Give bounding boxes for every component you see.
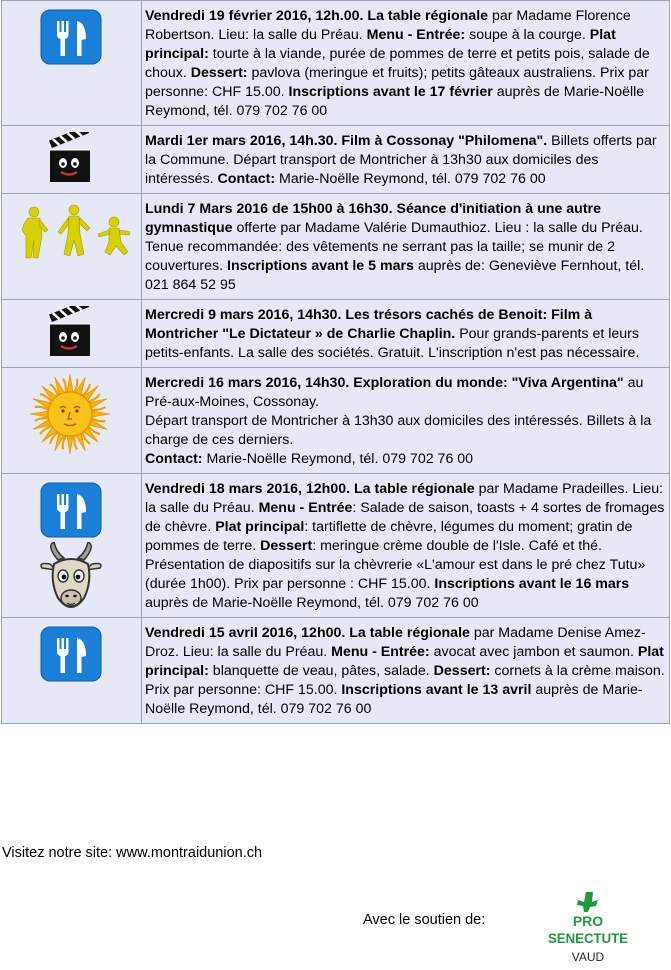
sun-of-may-icon bbox=[2, 368, 142, 474]
event-row bbox=[2, 126, 670, 194]
event-text-bold: Inscriptions avant le 5 mars bbox=[227, 258, 414, 274]
event-row bbox=[2, 618, 670, 724]
event-text-bold: Menu - Entrée: bbox=[366, 27, 466, 43]
event-text: offerte par Madame Valérie Dumauthioz. Lieu : la salle du Préau. Tenue recommandée: des vêtements ne serrant pas la taille; se munir de 2 couvertures. bbox=[145, 220, 643, 274]
event-text-bold: Mardi 1er mars 2016, 14h.30. Film à Cossonay "Philomena". bbox=[145, 133, 548, 149]
clapperboard-icon bbox=[2, 126, 142, 194]
event-text-bold: Dessert: bbox=[190, 65, 248, 81]
event-text-bold: Menu - Entrée bbox=[258, 500, 353, 516]
support-line: Avec le soutien de: bbox=[363, 912, 486, 928]
event-text: pavlova (meringue et fruits); petits gâteaux australiens. Prix par personne: CHF 15.00. bbox=[145, 65, 649, 100]
event-text-bold: Inscriptions avant le 17 février bbox=[288, 84, 493, 100]
logo-line2: SENECTUTE bbox=[548, 930, 628, 946]
event-description bbox=[142, 618, 670, 724]
event-text-bold: Dessert: bbox=[433, 663, 491, 679]
event-description bbox=[142, 126, 670, 194]
logo-line1: PRO bbox=[572, 913, 604, 929]
event-text-bold: Inscriptions avant le 13 avril bbox=[341, 682, 532, 698]
event-text-bold: Mercredi 16 mars 2016, 14h30. Exploration du monde: "Viva Argentina" bbox=[145, 375, 624, 391]
pro-senectute-logo bbox=[546, 890, 630, 966]
event-text-bold: Vendredi 15 avril 2016, 12h00. La table régionale bbox=[145, 625, 470, 641]
event-text: Billets offerts par la Commune. Départ transport de Montricher à 13h30 aux domiciles des intéressés. bbox=[145, 133, 657, 187]
event-text: cornets à la crème maison. Prix par personne: CHF 15.00. bbox=[145, 663, 665, 698]
event-text-bold: Plat principal bbox=[215, 519, 305, 535]
event-text-bold: Contact: bbox=[217, 171, 276, 187]
event-text: : Salade de saison, toasts + 4 sortes de fromages de chèvre. bbox=[145, 500, 665, 535]
event-text: blanquette de veau, pâtes, salade. bbox=[208, 663, 434, 679]
event-row bbox=[2, 368, 670, 474]
event-description bbox=[142, 368, 670, 474]
website-line: Visitez notre site: www.montraidunion.ch bbox=[2, 845, 263, 861]
event-text-bold: Menu - Entrée: bbox=[331, 644, 430, 660]
event-text-bold: Mercredi 9 mars 2016, 14h30. Les trésors cachés de Benoit: Film à Montricher "Le Dictateur » de Charlie Chaplin. bbox=[145, 307, 593, 342]
event-text-bold: Vendredi 19 février 2016, 12h.00. La table régionale bbox=[145, 8, 489, 24]
events-table bbox=[1, 0, 670, 724]
event-text: par Madame Denise Amez-Droz. Lieu: la salle du Préau. bbox=[145, 625, 646, 660]
event-text-bold: Plat principal: bbox=[145, 27, 616, 62]
event-text: auprès de Marie-Noëlle Reymond, tél. 079 702 76 00 bbox=[145, 595, 479, 611]
event-row bbox=[2, 300, 670, 368]
restaurant-icon bbox=[2, 618, 142, 724]
event-text-bold: Dessert bbox=[260, 538, 313, 554]
event-text: soupe à la courge. bbox=[465, 27, 590, 43]
restaurant-icon bbox=[2, 1, 142, 126]
event-text-bold: Vendredi 18 mars 2016, 12h00. La table régionale bbox=[145, 481, 475, 497]
event-text: : meringue crème double de l'Isle. Café et thé. Présentation de diapositifs sur la chèvrerie «L'amour est dans le pré chez Tutu» (durée 1h00). Prix par personne : CHF 15.00. bbox=[145, 538, 646, 592]
event-description bbox=[142, 1, 670, 126]
event-text: Départ transport de Montricher à 13h30 aux domiciles des intéressés. Billets à la charge de ces derniers. bbox=[145, 413, 652, 448]
event-text: Marie-Noëlle Reymond, tél. 079 702 76 00 bbox=[275, 171, 546, 187]
event-text: par Madame Florence Robertson. Lieu: la salle du Préau. bbox=[145, 8, 631, 43]
event-description bbox=[142, 194, 670, 300]
gymnastics-figures-icon bbox=[2, 194, 142, 300]
event-text: : tartiflette de chèvre, légumes du moment; gratin de pommes de terre. bbox=[145, 519, 633, 554]
logo-line3: VAUD bbox=[571, 950, 605, 964]
event-text: auprès de: Geneviève Fernhout, tél. 021 864 52 95 bbox=[145, 258, 645, 293]
event-text-bold: Contact: bbox=[145, 451, 203, 467]
event-text-bold: Inscriptions avant le 16 mars bbox=[434, 576, 630, 592]
event-text-bold: Plat principal: bbox=[145, 644, 664, 679]
event-text: au Pré-aux-Moines, Cossonay. bbox=[145, 375, 644, 410]
event-description bbox=[142, 300, 670, 368]
event-text: par Madame Pradeilles. Lieu: la salle du Préau. bbox=[145, 481, 664, 516]
event-text: Marie-Noëlle Reymond, tél. 079 702 76 00 bbox=[202, 451, 474, 467]
event-row bbox=[2, 194, 670, 300]
event-text: avocat avec jambon et saumon. bbox=[429, 644, 638, 660]
event-row bbox=[2, 474, 670, 618]
event-text-bold: Lundi 7 Mars 2016 de 15h00 à 16h30. Séance d'initiation à une autre gymnastique bbox=[145, 201, 601, 236]
event-text: auprès de Marie-Noëlle Reymond, tél. 079 702 76 00 bbox=[145, 682, 643, 717]
clapperboard-icon bbox=[2, 300, 142, 368]
event-text: auprès de Marie-Noëlle Reymond, tél. 079 702 76 00 bbox=[145, 84, 645, 119]
event-text: tourte à la viande, purée de pommes de terre et petits pois, salade de choux. bbox=[145, 46, 650, 81]
event-text: Pour grands-parents et leurs petits-enfants. La salle des sociétés. Gratuit. L'inscription n'est pas nécessaire. bbox=[145, 326, 640, 361]
restaurant-and-goat-icon bbox=[2, 474, 142, 618]
event-description bbox=[142, 474, 670, 618]
event-row bbox=[2, 1, 670, 126]
